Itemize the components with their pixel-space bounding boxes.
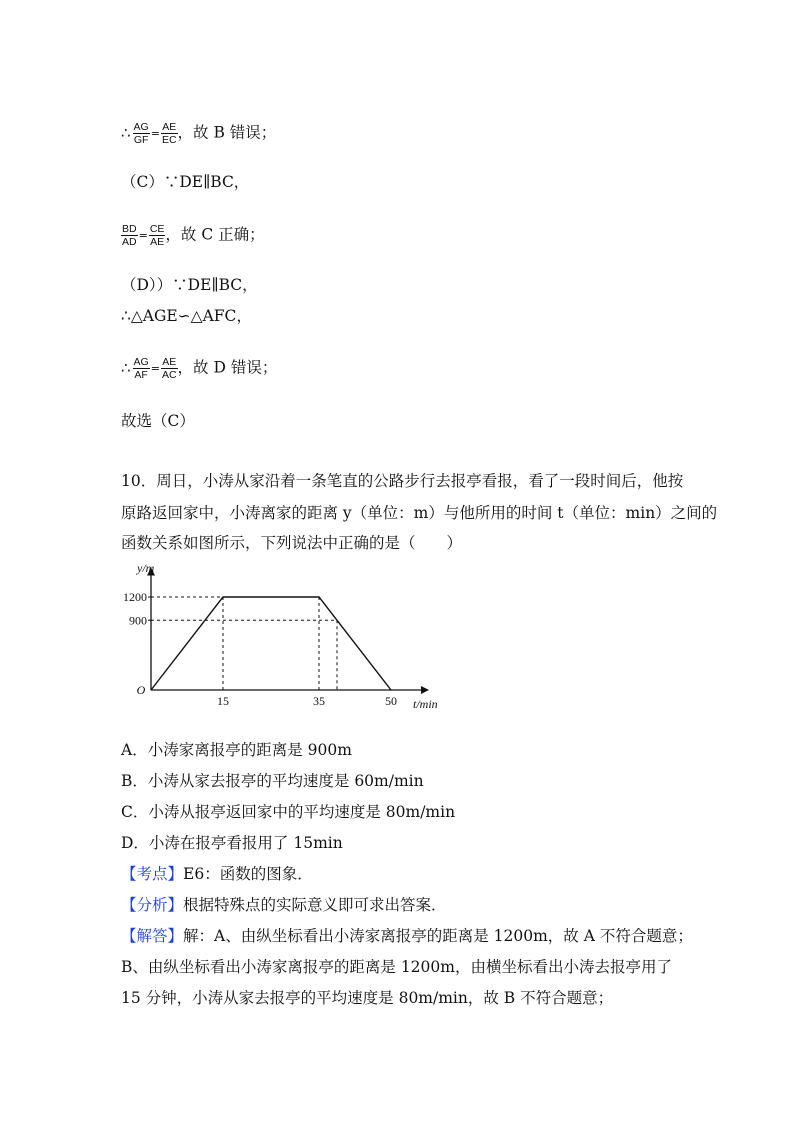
fraction-ag-gf: $\frac{AG}{GF}$ xyxy=(133,121,149,146)
solution-b-line-2: 15 分钟，小涛从家去报亭的平均速度是 80m/min，故 B 不符合题意； xyxy=(121,989,614,1007)
question-line-3: 函数关系如图所示，下列说法中正确的是（ ） xyxy=(121,534,463,552)
kaodian-text: E6：函数的图象． xyxy=(183,865,313,883)
jieda-text: 解：A、由纵坐标看出小涛家离报亭的距离是 1200m，故 A 不符合题意； xyxy=(183,927,693,945)
axes xyxy=(147,568,429,695)
line-5: ∴△AGE∽△AFC， xyxy=(121,307,252,325)
origin-label: O xyxy=(136,683,146,697)
question-line-1: 10．周日，小涛从家沿着一条笔直的公路步行去报亭看报，看了一段时间后，他按 xyxy=(121,472,684,490)
fenxi-line xyxy=(121,895,447,915)
fraction-bd-ad: $\frac{BD}{AD}$ xyxy=(122,223,137,248)
line-7: 故选（C） xyxy=(121,412,195,430)
line-2: （C）∵DE∥BC， xyxy=(121,173,250,191)
line-1 xyxy=(121,121,276,146)
line-1-text: ，故 B 错误； xyxy=(177,123,277,142)
fenxi-text: 根据特殊点的实际意义即可求出答案． xyxy=(183,896,447,914)
x-tick-label-35: 35 xyxy=(313,694,325,708)
x-axis-arrow xyxy=(421,686,429,694)
distance-time-graph xyxy=(120,560,438,720)
equals-sign: = xyxy=(138,228,148,242)
x-tick-label-15: 15 xyxy=(217,694,229,708)
fraction-ae-ec: $\frac{AE}{EC}$ xyxy=(161,121,177,146)
series-path xyxy=(151,597,391,690)
equals-sign: = xyxy=(150,361,160,375)
guide-lines xyxy=(151,597,337,690)
line-3 xyxy=(121,223,265,248)
y-tick-label-900: 900 xyxy=(129,613,147,628)
equals-sign: = xyxy=(150,126,160,140)
kaodian-tag: 【考点】 xyxy=(121,865,184,883)
fraction-ae-ac: $\frac{AE}{AC}$ xyxy=(161,356,177,381)
kaodian-line xyxy=(121,864,313,884)
jieda-line xyxy=(121,926,693,946)
fraction-ce-ae: $\frac{CE}{AE}$ xyxy=(149,223,165,248)
fenxi-tag: 【分析】 xyxy=(121,896,184,914)
line-4: （D））∵DE∥BC， xyxy=(121,276,258,294)
line-6-text: ，故 D 错误； xyxy=(177,358,278,377)
solution-b-line-1: B、由纵坐标看出小涛家离报亭的距离是 1200m，由横坐标看出小涛去报亭用了 xyxy=(121,958,672,976)
therefore-symbol: ∴ xyxy=(121,123,131,142)
therefore-symbol: ∴ xyxy=(121,358,131,377)
line-3-text: ，故 C 正确； xyxy=(165,225,265,244)
x-axis-label: t/min xyxy=(413,697,438,711)
jieda-tag: 【解答】 xyxy=(121,927,184,945)
series-line xyxy=(151,597,391,690)
y-tick-label-1200: 1200 xyxy=(123,590,147,604)
question-line-2: 原路返回家中，小涛离家的距离 y（单位：m）与他所用的时间 t（单位：min）之间的 xyxy=(121,504,718,522)
option-d: D．小涛在报亭看报用了 15min xyxy=(121,834,343,852)
option-b: B．小涛从家去报亭的平均速度是 60m/min xyxy=(121,772,424,790)
y-axis-label: y/m xyxy=(137,561,155,575)
x-tick-label-50: 50 xyxy=(385,694,397,708)
line-6 xyxy=(121,356,277,381)
option-c: C．小涛从报亭返回家中的平均速度是 80m/min xyxy=(121,803,456,821)
option-a: A．小涛家离报亭的距离是 900m xyxy=(121,741,352,759)
fraction-ag-af: $\frac{AG}{AF}$ xyxy=(133,356,149,381)
